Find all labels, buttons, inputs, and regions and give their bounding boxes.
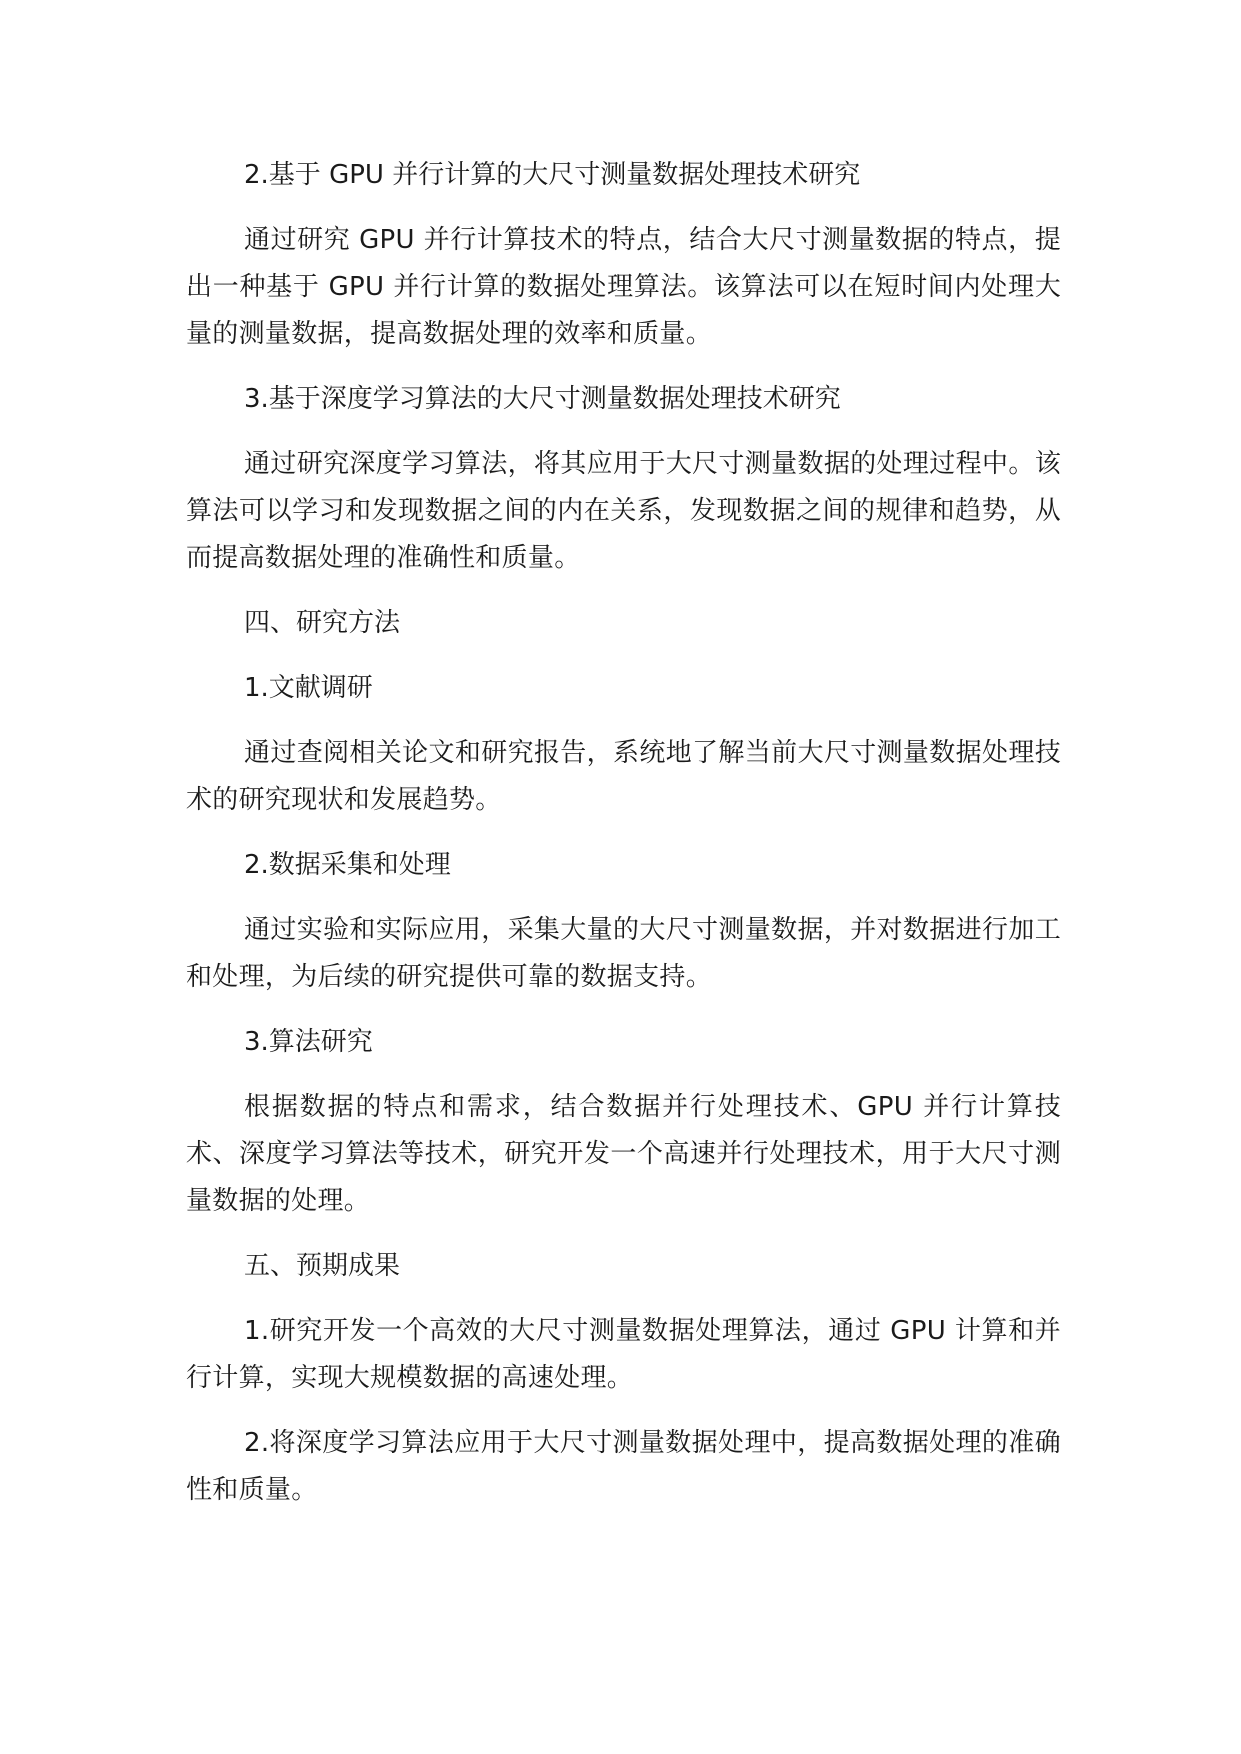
paragraph-expected-result-1: 1.研究开发一个高效的大尺寸测量数据处理算法，通过 GPU 计算和并行计算，实现大规模数据的高速处理。 bbox=[186, 1316, 1061, 1393]
subsection-heading-deep-learning: 3.基于深度学习算法的大尺寸测量数据处理技术研究 bbox=[244, 384, 841, 414]
subsection-heading-literature-review: 1.文献调研 bbox=[244, 673, 373, 703]
paragraph-deep-learning: 通过研究深度学习算法，将其应用于大尺寸测量数据的处理过程中。该算法可以学习和发现数据之间的内在关系，发现数据之间的规律和趋势，从而提高数据处理的准确性和质量。 bbox=[186, 449, 1061, 573]
paragraph-data-collection: 通过实验和实际应用，采集大量的大尺寸测量数据，并对数据进行加工和处理，为后续的研究提供可靠的数据支持。 bbox=[186, 915, 1061, 992]
paragraph-gpu: 通过研究 GPU 并行计算技术的特点，结合大尺寸测量数据的特点，提出一种基于 GPU 并行计算的数据处理算法。该算法可以在短时间内处理大量的测量数据，提高数据处理的效率和质量。 bbox=[186, 225, 1061, 349]
document-body bbox=[186, 152, 1061, 1532]
subsection-heading-data-collection: 2.数据采集和处理 bbox=[244, 850, 451, 880]
subsection-heading-gpu: 2.基于 GPU 并行计算的大尺寸测量数据处理技术研究 bbox=[244, 160, 861, 190]
paragraph-literature-review: 通过查阅相关论文和研究报告，系统地了解当前大尺寸测量数据处理技术的研究现状和发展趋势。 bbox=[186, 738, 1061, 815]
section-heading-expected-results: 五、预期成果 bbox=[244, 1251, 401, 1281]
section-heading-research-methods: 四、研究方法 bbox=[244, 608, 401, 638]
subsection-heading-algorithm-research: 3.算法研究 bbox=[244, 1027, 373, 1057]
paragraph-algorithm-research: 根据数据的特点和需求，结合数据并行处理技术、GPU 并行计算技术、深度学习算法等技术，研究开发一个高速并行处理技术，用于大尺寸测量数据的处理。 bbox=[186, 1092, 1061, 1216]
paragraph-expected-result-2: 2.将深度学习算法应用于大尺寸测量数据处理中，提高数据处理的准确性和质量。 bbox=[186, 1428, 1061, 1505]
